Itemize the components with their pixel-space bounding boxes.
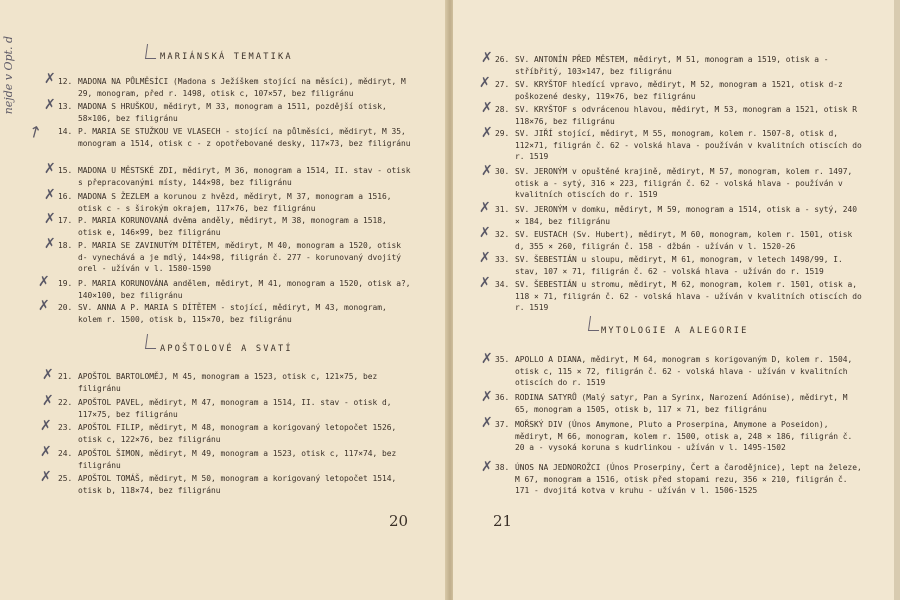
section-title-mythology: MYTOLOGIE A ALEGORIE [601, 326, 749, 336]
entry-text: SV. KRYŠTOF s odvrácenou hlavou, mědiryt, M 53, monogram a 1521, otisk R 118×76, bez filigránu [515, 105, 858, 126]
catalog-entry [495, 128, 865, 163]
section-bracket-icon [588, 316, 601, 331]
entry-number: 29. [495, 129, 510, 138]
entry-number: 30. [495, 167, 510, 176]
catalog-entry [495, 354, 865, 389]
entry-number: 36. [495, 393, 510, 402]
entry-number: 19. [58, 279, 73, 288]
handwritten-x-mark-icon: ✗ [40, 444, 52, 460]
left-page [0, 0, 447, 600]
entry-text: MADONA S HRUŠKOU, mědiryt, M 33, monogram a 1511, pozdější otisk, 58×106, bez filigránu [78, 102, 387, 123]
entry-text: SV. ANTONÍN PŘED MĚSTEM, mědiryt, M 51, monogram a 1519, otisk a - stříbřitý, 103×147, bez filigránu [515, 55, 829, 76]
entry-text: SV. JERONÝM v domku, mědiryt, M 59, monogram a 1514, otisk a - sytý, 240 × 184, bez filigránu [515, 205, 858, 226]
catalog-entry [495, 166, 865, 201]
entry-text: APOŠTOL ŠIMON, mědiryt, M 49, monogram a 1523, otisk c, 117×74, bez filigránu [78, 449, 397, 470]
catalog-entry [58, 76, 411, 99]
entry-number: 14. [58, 127, 73, 136]
entry-number: 35. [495, 355, 510, 364]
catalog-entry [58, 278, 411, 301]
catalog-entry [495, 54, 865, 77]
handwritten-x-mark-icon: ✗ [44, 71, 56, 87]
catalog-entry [58, 165, 411, 188]
page-number: 21 [493, 512, 513, 530]
catalog-entry [495, 79, 865, 102]
entry-number: 25. [58, 474, 73, 483]
entry-text: SV. EUSTACH (Sv. Hubert), mědiryt, M 60, monogram, kolem r. 1501, otisk d, 355 × 260, filigrán č. 158 - džbán - užíván v l. 1520-26 [515, 230, 853, 251]
handwritten-x-mark-icon: ✗ [44, 161, 56, 177]
catalog-entry [58, 101, 411, 124]
entry-number: 37. [495, 420, 510, 429]
handwritten-x-mark-icon: ✗ [44, 236, 56, 252]
catalog-entry [495, 254, 865, 277]
handwritten-x-mark-icon: ✗ [479, 275, 491, 291]
handwritten-x-mark-icon: ✗ [479, 225, 491, 241]
entry-number: 12. [58, 77, 73, 86]
entry-text: APOŠTOL PAVEL, mědiryt, M 47, monogram a 1514, II. stav - otisk d, 117×75, bez filigránu [78, 398, 392, 419]
catalog-entry [495, 204, 865, 227]
catalog-entry [58, 422, 411, 445]
page-edge [894, 0, 900, 600]
entry-text: APOŠTOL FILIP, mědiryt, M 48, monogram a korigovaný letopočet 1526, otisk c, 122×76, bez filigránu [78, 423, 397, 444]
handwritten-x-mark-icon: ✗ [481, 163, 493, 179]
handwritten-x-mark-icon: ✗ [481, 459, 493, 475]
entry-text: ÚNOS NA JEDNOROŽCI (Únos Proserpiny, Čert a čarodějnice), lept na železe, M 67, monogram a 1516, otisk před stopami rezu, 356 × 210, filigrán č. 171 - dvojitá kotva v kruhu - užíván v l. 1506-1525 [515, 463, 862, 496]
handwritten-x-mark-icon: ✗ [479, 250, 491, 266]
catalog-entry [58, 240, 411, 275]
catalog-entry [58, 371, 411, 394]
entry-number: 31. [495, 205, 510, 214]
entry-text: P. MARIA SE ZAVINUTÝM DÍTĚTEM, mědiryt, M 40, monogram a 1520, otisk d- vynechává a je mdlý, 144×98, filigrán č. 277 - korunovaný dvojitý orel - užíván v l. 1580-1590 [78, 241, 402, 274]
catalog-entry [495, 462, 865, 497]
handwritten-x-mark-icon: ✗ [481, 389, 493, 405]
handwritten-x-mark-icon: ✗ [481, 125, 493, 141]
entry-text: MADONA U MĚSTSKÉ ZDI, mědiryt, M 36, monogram a 1514, II. stav - otisk s přepracovanými místy, 144×98, bez filigránu [78, 166, 411, 187]
handwritten-x-mark-icon: ✗ [481, 351, 493, 367]
catalog-entry [495, 419, 865, 454]
handwritten-x-mark-icon: ✗ [481, 415, 493, 431]
entry-number: 34. [495, 280, 510, 289]
catalog-entry [58, 126, 411, 149]
catalog-entry [58, 397, 411, 420]
entry-number: 20. [58, 303, 73, 312]
entry-text: SV. ŠEBESTIÁN u sloupu, mědiryt, M 61, monogram, v letech 1498/99, I. stav, 107 × 71, filigrán č. 62 - volská hlava - užíván do r. 1519 [515, 255, 843, 276]
entry-text: SV. ANNA A P. MARIA S DÍTĚTEM - stojící, mědiryt, M 43, monogram, kolem r. 1500, otisk b, 115×70, bez filigránu [78, 303, 387, 324]
handwritten-x-mark-icon: ✗ [40, 418, 52, 434]
catalog-entry [58, 473, 411, 496]
right-page [453, 0, 900, 600]
entry-text: SV. ŠEBESTIÁN u stromu, mědiryt, M 62, monogram, kolem r. 1501, otisk a, 118 × 71, filigrán č. 62 - volská hlava - užíván v kvalitních otiscích do r. 1519 [515, 280, 862, 313]
entry-text: RODINA SATYRŮ (Malý satyr, Pan a Syrinx, Narození Adónise), mědiryt, M 65, monogram a 1505, otisk b, 117 × 71, bez filigránu [515, 393, 848, 414]
entry-text: APOŠTOL TOMÁŠ, mědiryt, M 50, monogram a korigovaný letopočet 1514, otisk b, 118×74, bez filigránu [78, 474, 397, 495]
entry-number: 17. [58, 216, 73, 225]
catalog-entry [495, 104, 865, 127]
handwritten-x-mark-icon: ✗ [42, 367, 54, 383]
catalog-entry [495, 229, 865, 252]
entry-text: P. MARIA KORUNOVÁNA andělem, mědiryt, M 41, monogram a 1520, otisk a?, 140×100, bez filigránu [78, 279, 411, 300]
section-title-apostles: APOŠTOLOVÉ A SVATÍ [160, 344, 293, 354]
entry-text: SV. KRYŠTOF hledící vpravo, mědiryt, M 52, monogram a 1521, otisk d-z poškozené desky, 119×76, bez filigránu [515, 80, 843, 101]
handwritten-arrow-icon: ↗ [24, 119, 46, 144]
entry-number: 23. [58, 423, 73, 432]
entry-text: MOŘSKÝ DIV (Únos Amymone, Pluto a Proserpina, Amymone a Poseidon), mědiryt, M 66, monogram, kolem r. 1500, otisk a, 248 × 186, filigrán č. 20 a - vysoká koruna s kudrlinkou - užíván v l. 1495-1502 [515, 420, 853, 453]
entry-text: MADONA NA PŮLMĚSÍCI (Madona s Ježíškem stojící na měsíci), mědiryt, M 29, monogram, před r. 1498, otisk c, 107×57, bez filigránu [78, 77, 406, 98]
entry-text: SV. JERONÝM v opuštěné krajině, mědiryt, M 57, monogram, kolem r. 1497, otisk a - sytý, 316 × 223, filigrán č. 62 - volská hlava - používán v kvalitních otiscích do r. 1519 [515, 167, 853, 200]
section-bracket-icon [145, 44, 158, 59]
handwritten-x-mark-icon: ✗ [40, 469, 52, 485]
entry-number: 13. [58, 102, 73, 111]
entry-number: 18. [58, 241, 73, 250]
entry-number: 32. [495, 230, 510, 239]
section-title-marian: MARIÁNSKÁ TEMATIKA [160, 52, 293, 62]
entry-text: P. MARIA KORUNOVANÁ dvěma anděly, mědiryt, M 38, monogram a 1518, otisk e, 146×99, bez filigránu [78, 216, 387, 237]
handwritten-x-mark-icon: ✗ [479, 200, 491, 216]
catalog-entry [495, 392, 865, 415]
handwritten-x-mark-icon: ✗ [38, 274, 50, 290]
entry-text: APOLLO A DIANA, mědiryt, M 64, monogram s korigovaným D, kolem r. 1504, otisk c, 115 × 72, filigrán č. 62 - volská hlava - užíván v kvalitních otiscích do r. 1519 [515, 355, 853, 388]
entry-text: SV. JIŘÍ stojící, mědiryt, M 55, monogram, kolem r. 1507-8, otisk d, 112×71, filigrán č. 62 - volská hlava - používán v kvalitních otiscích do r. 1519 [515, 129, 862, 162]
handwritten-x-mark-icon: ✗ [481, 50, 493, 66]
handwritten-x-mark-icon: ✗ [481, 100, 493, 116]
entry-text: APOŠTOL BARTOLOMĚJ, M 45, monogram a 1523, otisk c, 121×75, bez filigránu [78, 372, 378, 393]
entry-text: MADONA S ŽEZLEM a korunou z hvězd, mědiryt, M 37, monogram a 1516, otisk c - s širokým okrajem, 117×76, bez filigránu [78, 192, 392, 213]
handwritten-x-mark-icon: ✗ [479, 75, 491, 91]
handwritten-x-mark-icon: ✗ [42, 393, 54, 409]
handwritten-x-mark-icon: ✗ [44, 97, 56, 113]
entry-number: 22. [58, 398, 73, 407]
catalog-entry [58, 215, 411, 238]
section-bracket-icon [145, 334, 158, 349]
entry-number: 21. [58, 372, 73, 381]
entry-number: 38. [495, 463, 510, 472]
page-number: 20 [389, 512, 409, 530]
entry-number: 15. [58, 166, 73, 175]
catalog-entry [58, 448, 411, 471]
catalog-entry [495, 279, 865, 314]
entry-number: 27. [495, 80, 510, 89]
handwritten-note: nejde v Opt. d [2, 36, 15, 115]
handwritten-x-mark-icon: ✗ [44, 187, 56, 203]
entry-number: 16. [58, 192, 73, 201]
entry-number: 24. [58, 449, 73, 458]
handwritten-x-mark-icon: ✗ [38, 298, 50, 314]
entry-number: 33. [495, 255, 510, 264]
catalog-entry [58, 302, 411, 325]
entry-number: 28. [495, 105, 510, 114]
entry-text: P. MARIA SE STUŽKOU VE VLASECH - stojící na půlměsíci, mědiryt, M 35, monogram a 1514, otisk c - z opotřebované desky, 117×73, bez filigránu [78, 127, 411, 148]
catalog-entry [58, 191, 411, 214]
handwritten-x-mark-icon: ✗ [44, 211, 56, 227]
entry-number: 26. [495, 55, 510, 64]
